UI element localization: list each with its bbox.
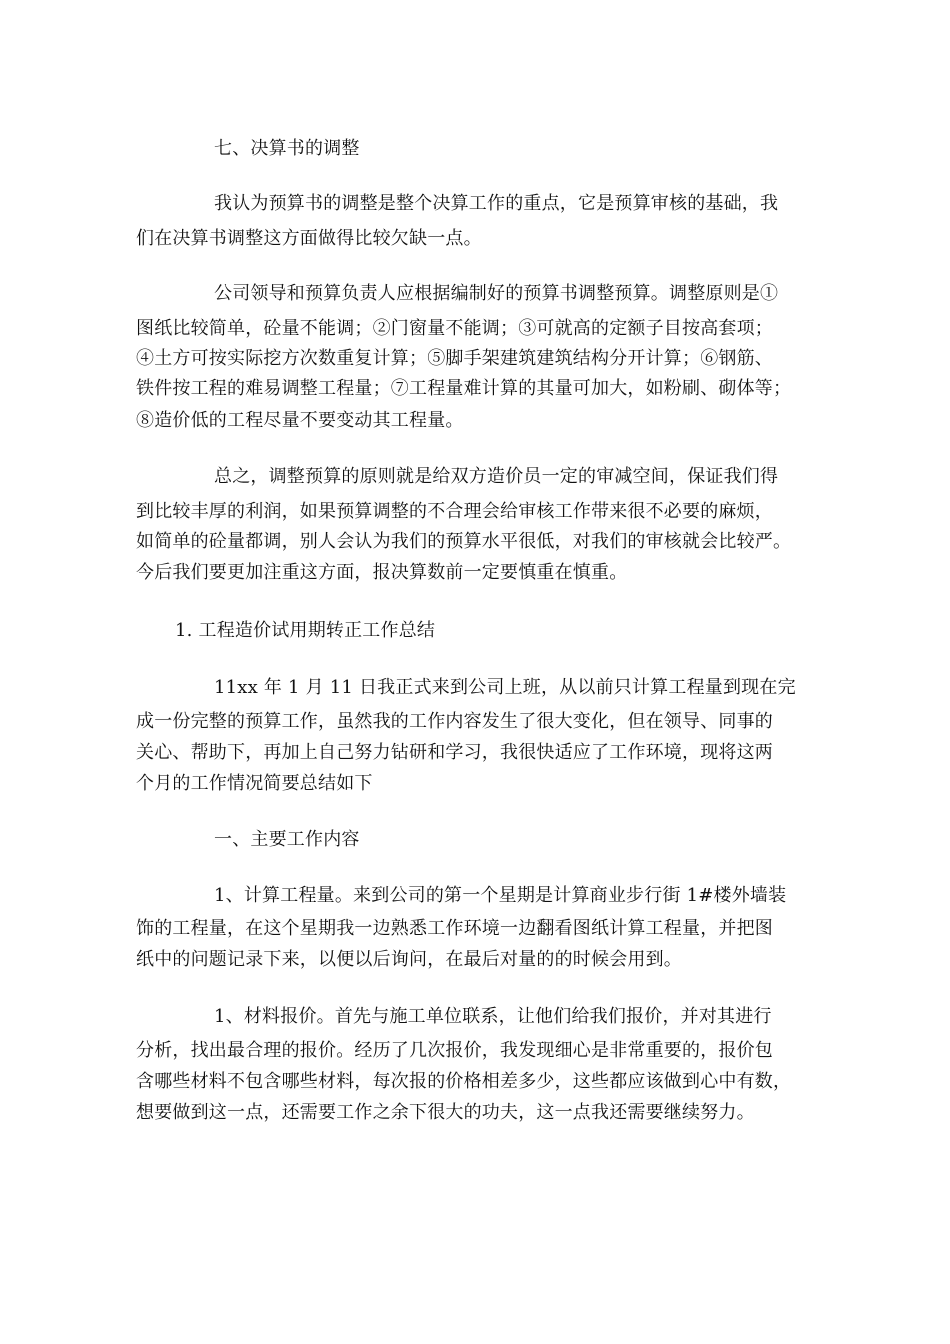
paragraph-line: 饰的工程量，在这个星期我一边熟悉工作环境一边翻看图纸计算工程量，并把图 <box>136 918 773 939</box>
paragraph-line: 11xx 年 1 月 11 日我正式来到公司上班，从以前只计算工程量到现在完 <box>214 677 796 698</box>
paragraph-line: 铁件按工程的难易调整工程量；⑦工程量难计算的其量可加大，如粉刷、砌体等； <box>136 378 792 399</box>
paragraph-line: 含哪些材料不包含哪些材料，每次报的价格相差多少，这些都应该做到心中有数， <box>136 1071 792 1092</box>
paragraph-line: ④土方可按实际挖方次数重复计算；⑤脚手架建筑建筑结构分开计算；⑥钢筋、 <box>136 348 773 369</box>
paragraph-line: 我认为预算书的调整是整个决算工作的重点，它是预算审核的基础，我 <box>214 193 779 214</box>
paragraph-line: 1、计算工程量。来到公司的第一个星期是计算商业步行街 1#楼外墙装 <box>214 885 787 906</box>
paragraph-line: 如简单的砼量都调，别人会认为我们的预算水平很低，对我们的审核就会比较严。 <box>136 531 792 552</box>
paragraph-line: 关心、帮助下，再加上自己努力钻研和学习，我很快适应了工作环境，现将这两 <box>136 742 773 763</box>
paragraph-line: 今后我们要更加注重这方面，报决算数前一定要慎重在慎重。 <box>136 562 628 583</box>
document-subtitle: 1. 工程造价试用期转正工作总结 <box>175 620 436 641</box>
paragraph-line: 们在决算书调整这方面做得比较欠缺一点。 <box>136 228 482 249</box>
paragraph-line: 1、材料报价。首先与施工单位联系，让他们给我们报价，并对其进行 <box>214 1006 772 1027</box>
paragraph-line: 纸中的问题记录下来，以便以后询问，在最后对量的的时候会用到。 <box>136 949 682 970</box>
paragraph-line: 想要做到这一点，还需要工作之余下很大的功夫，这一点我还需要继续努力。 <box>136 1102 755 1123</box>
paragraph-line: 图纸比较简单，砼量不能调；②门窗量不能调；③可就高的定额子目按高套项； <box>136 318 773 339</box>
section-heading: 七、决算书的调整 <box>214 138 360 159</box>
paragraph-line: 分析，找出最合理的报价。经历了几次报价，我发现细心是非常重要的，报价包 <box>136 1040 773 1061</box>
paragraph-line: ⑧造价低的工程尽量不要变动其工程量。 <box>136 410 464 431</box>
paragraph-line: 成一份完整的预算工作，虽然我的工作内容发生了很大变化，但在领导、同事的 <box>136 711 773 732</box>
paragraph-line: 到比较丰厚的利润，如果预算调整的不合理会给审核工作带来很不必要的麻烦， <box>136 501 773 522</box>
paragraph-line: 公司领导和预算负责人应根据编制好的预算书调整预算。调整原则是① <box>214 283 779 304</box>
paragraph-line: 总之，调整预算的原则就是给双方造价员一定的审减空间，保证我们得 <box>214 466 779 487</box>
section-heading: 一、主要工作内容 <box>214 829 360 850</box>
paragraph-line: 个月的工作情况简要总结如下 <box>136 773 373 794</box>
